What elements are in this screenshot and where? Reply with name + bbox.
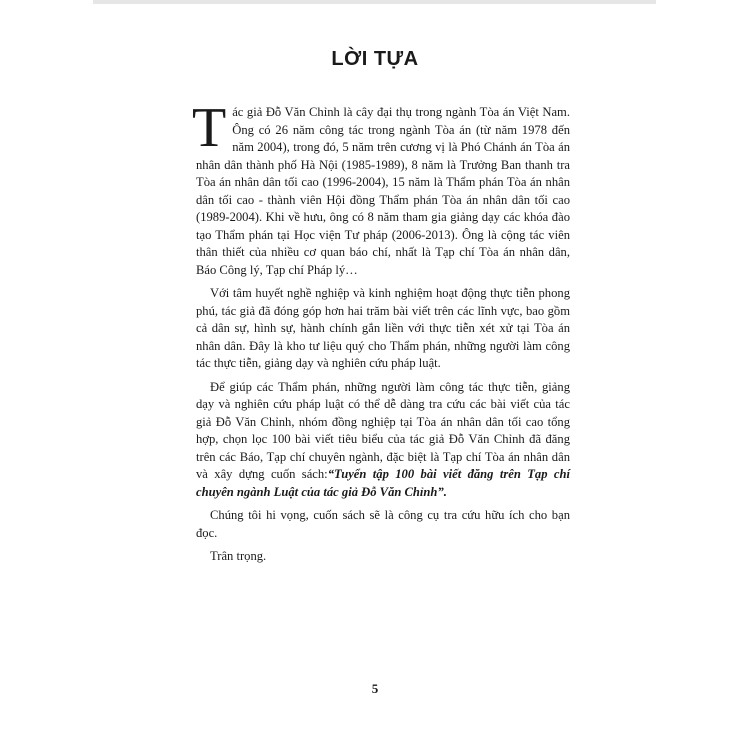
page-title: LỜI TỰA xyxy=(331,48,419,70)
page-number: 5 xyxy=(371,681,379,696)
closing-line: Trân trọng. xyxy=(210,549,267,563)
paragraph-2: Với tâm huyết nghề nghiệp và kinh nghiệm hoạt động thực tiễn phong phú, tác giả đã đóng góp hơn hai trăm bài viết trên các lĩnh vực, bao gồm cả dân sự, hình sự, hành chính gắn liền với thực tiễn xét xử tại Tòa án nhân dân. Đây là kho tư liệu quý cho Thẩm phán, những người làm công tác thực tiễn, giảng dạy và nghiên cứu pháp luật. xyxy=(196,286,570,370)
preface-body xyxy=(192,97,570,572)
paragraph-1-text: ác giả Đỗ Văn Chỉnh là cây đại thụ trong ngành Tòa án Việt Nam. Ông có 26 năm công tác trong ngành Tòa án (từ năm 1978 đến năm 2004), trong đó, 5 năm trên cương vị là Phó Chánh án Tòa án nhân dân thành phố Hà Nội (1985-1989), 8 năm là Trưởng Ban thanh tra Tòa án nhân dân tối cao (1996-2004), 15 năm là Thẩm phán Tòa án nhân dân tối cao - thành viên Hội đồng Thẩm phán Tòa án nhân dân tối cao (1989-2004). Khi về hưu, ông có 8 năm tham gia giảng dạy các khóa đào tạo Thẩm phán tại Học viện Tư pháp (2006-2013). Ông là cộng tác viên thân thiết của nhiều cơ quan báo chí, nhất là Tạp chí Tòa án nhân dân, Báo Công lý, Tạp chí Pháp lý… xyxy=(196,105,570,277)
paragraph-3-text: Để giúp các Thẩm phán, những người làm công tác thực tiễn, giảng dạy và nghiên cứu pháp luật có thể dễ dàng tra cứu các bài viết của tác giả Đỗ Văn Chỉnh, nhóm đồng nghiệp tại Tòa án nhân dân tối cao tổng hợp, chọn lọc 100 bài viết tiêu biểu của tác giả Đỗ Văn Chỉnh đã đăng trên các Báo, Tạp chí chuyên ngành, đặc biệt là Tạp chí Tòa án nhân dân và xây dựng cuốn sách: xyxy=(196,379,570,481)
book-title: “Tuyển tập 100 bài viết đăng trên Tạp chí chuyên ngành Luật của tác giả Đỗ Văn Chỉnh”. xyxy=(196,467,570,499)
drop-cap: T xyxy=(192,97,227,159)
paragraph-3 xyxy=(196,379,570,502)
top-edge-rule xyxy=(93,0,656,4)
paragraph-1 xyxy=(192,97,570,279)
paragraph-4: Chúng tôi hi vọng, cuốn sách sẽ là công cụ tra cứu hữu ích cho bạn đọc. xyxy=(196,508,570,540)
